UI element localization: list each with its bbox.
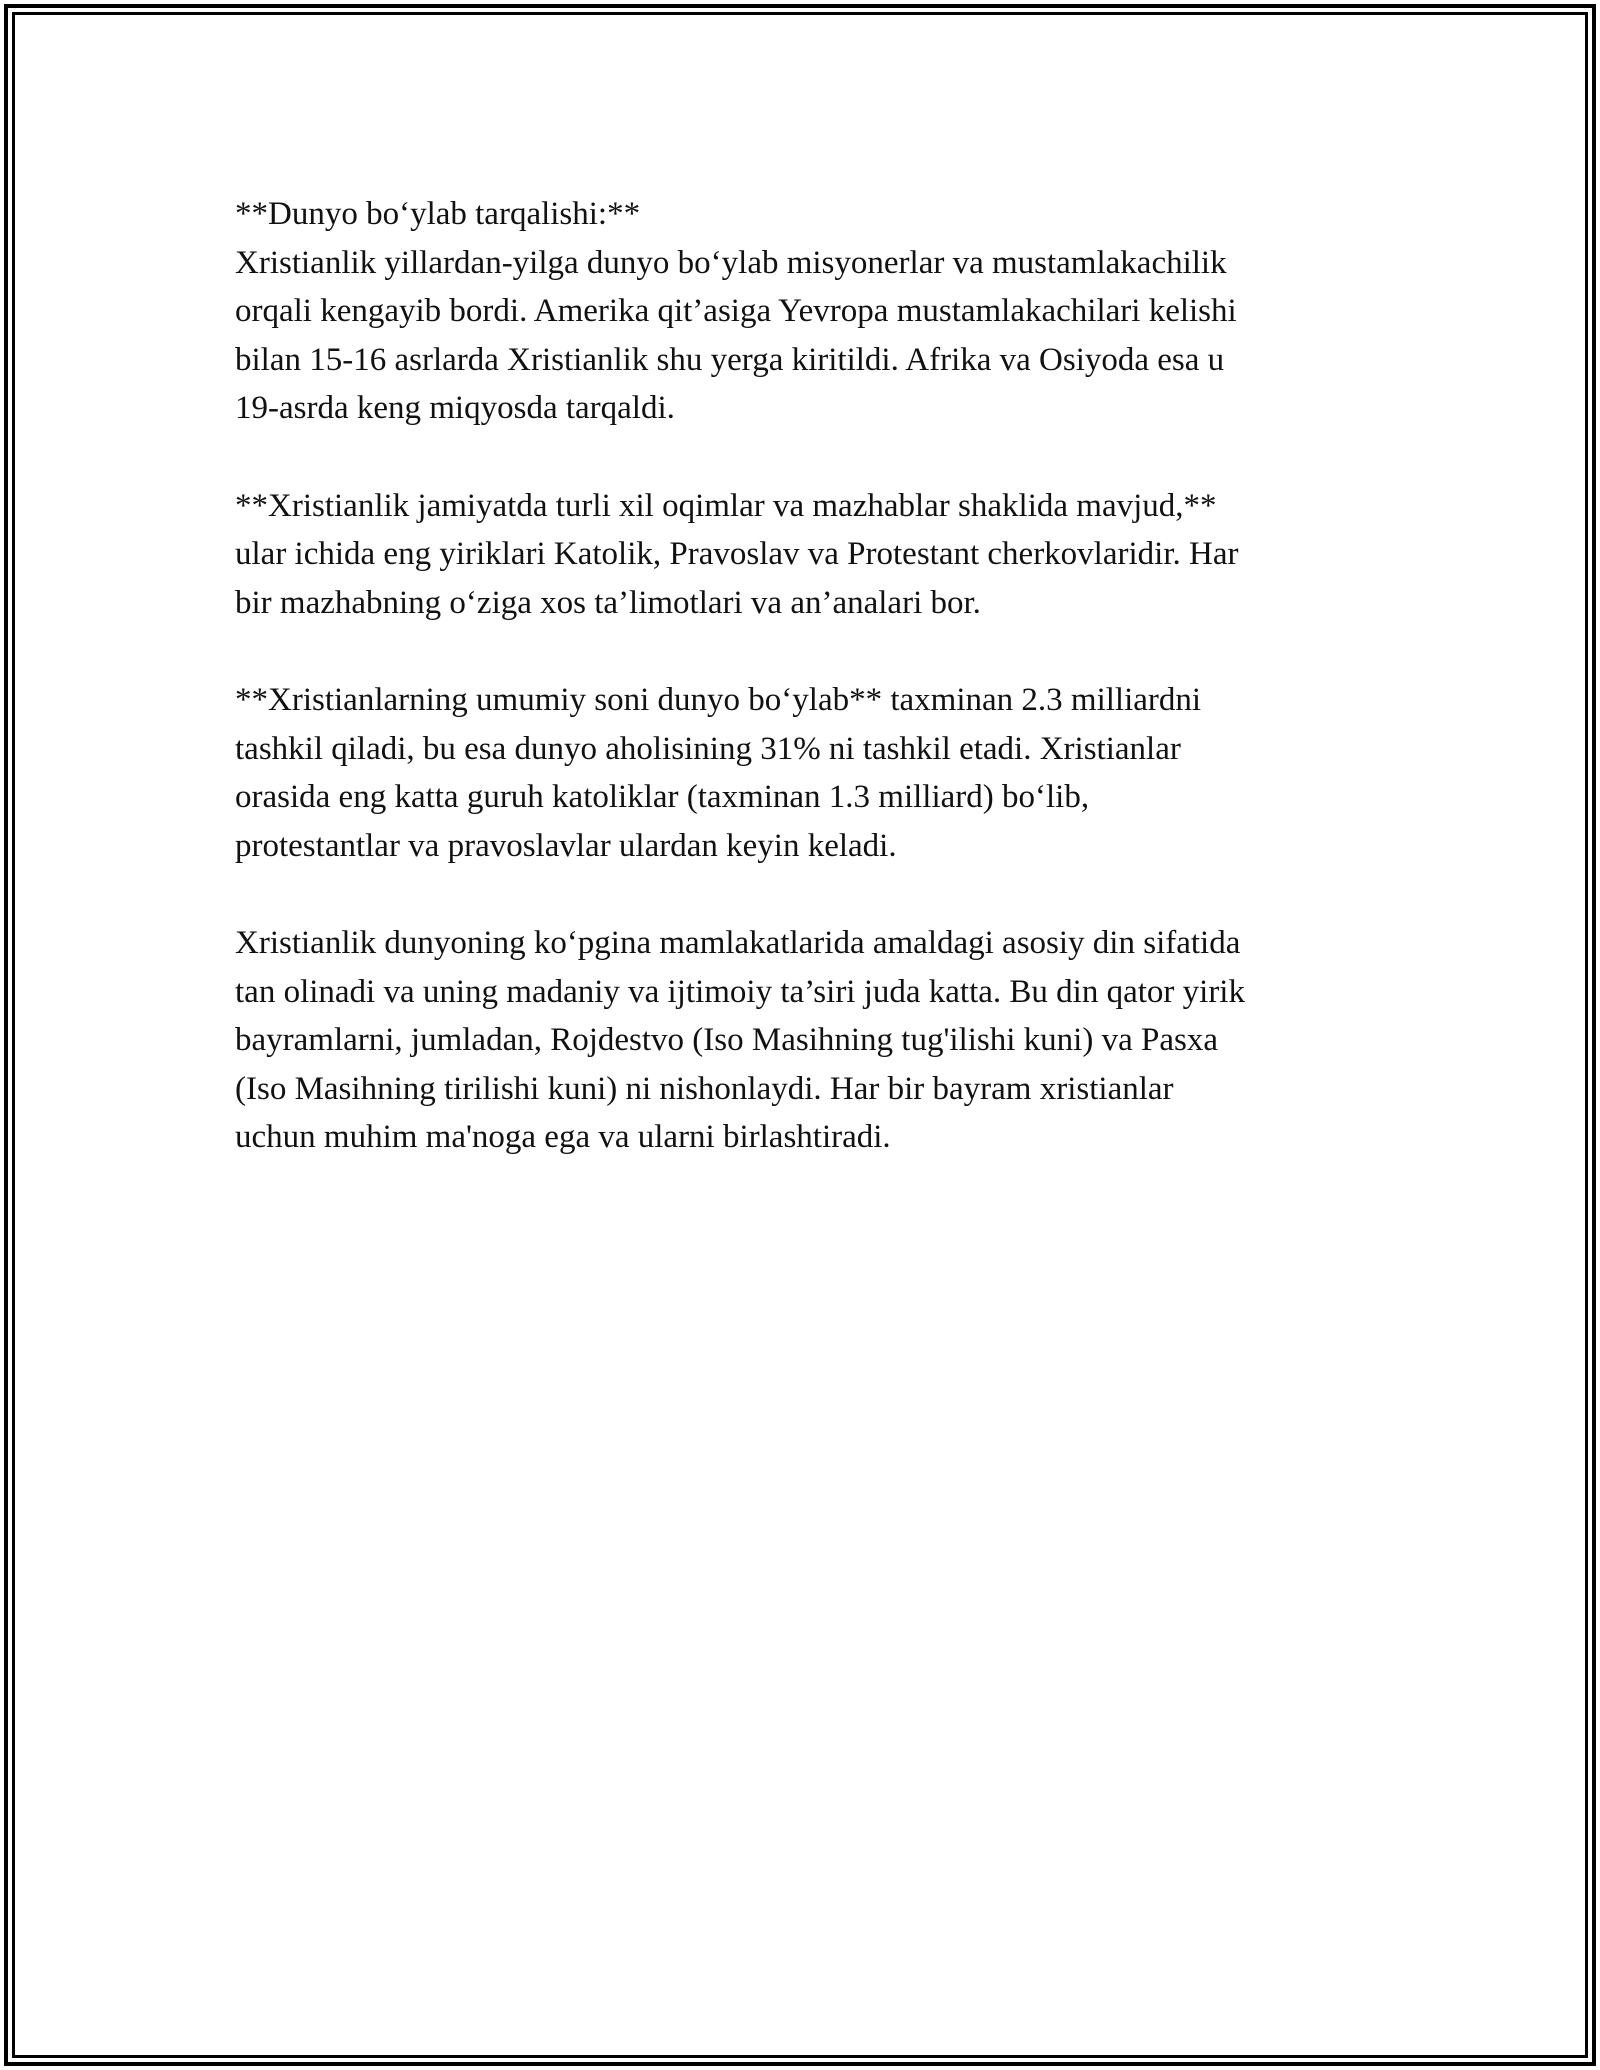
paragraph-line: (Iso Masihning tirilishi kuni) ni nishonlaydi. Har bir bayram xristianlar xyxy=(235,1070,1174,1107)
paragraph-line: orasida eng katta guruh katoliklar (taxminan 1.3 milliard) bo‘lib, xyxy=(235,779,1090,815)
paragraph-line: Xristianlik yillardan-yilga dunyo bo‘ylab misyonerlar va mustamlakachilik xyxy=(235,244,1227,281)
paragraph-line: **Dunyo bo‘ylab tarqalishi:** xyxy=(235,196,641,232)
paragraph-line: **Xristianlik jamiyatda turli xil oqimlar va mazhablar shaklida mavjud,** xyxy=(235,487,1217,524)
paragraph-line: uchun muhim ma'noga ega va ularni birlashtiradi. xyxy=(235,1119,891,1155)
paragraph-line: Xristianlik dunyoning ko‘pgina mamlakatlarida amaldagi asosiy din sifatida xyxy=(235,925,1241,961)
document-body xyxy=(235,190,1375,1211)
paragraph-line: orqali kengayib bordi. Amerika qit’asiga Yevropa mustamlakachilari kelishi xyxy=(235,293,1237,329)
paragraph-line: tashkil qiladi, bu esa dunyo aholisining 31% ni tashkil etadi. Xristianlar xyxy=(235,730,1181,767)
paragraph-line: **Xristianlarning umumiy soni dunyo bo‘ylab** taxminan 2.3 milliardni xyxy=(235,682,1202,718)
paragraph-population xyxy=(235,676,1375,870)
paragraph-line: bayramlarni, jumladan, Rojdestvo (Iso Masihning tug'ilishi kuni) va Pasxa xyxy=(235,1022,1218,1058)
paragraph-distribution xyxy=(235,190,1375,433)
paragraph-line: 19-asrda keng miqyosda tarqaldi. xyxy=(235,390,675,426)
paragraph-line: bilan 15-16 asrlarda Xristianlik shu yerga kiritildi. Afrika va Osiyoda esa u xyxy=(235,341,1225,378)
paragraph-line: ular ichida eng yiriklari Katolik, Pravoslav va Protestant cherkovlaridir. Har xyxy=(235,536,1239,572)
paragraph-line: bir mazhabning o‘ziga xos ta’limotlari va an’analari bor. xyxy=(235,584,981,621)
paragraph-line: tan olinadi va uning madaniy va ijtimoiy ta’siri juda katta. Bu din qator yirik xyxy=(235,973,1245,1010)
paragraph-denominations xyxy=(235,482,1375,628)
paragraph-line: protestantlar va pravoslavlar ulardan keyin keladi. xyxy=(235,827,897,864)
paragraph-holidays xyxy=(235,919,1375,1162)
